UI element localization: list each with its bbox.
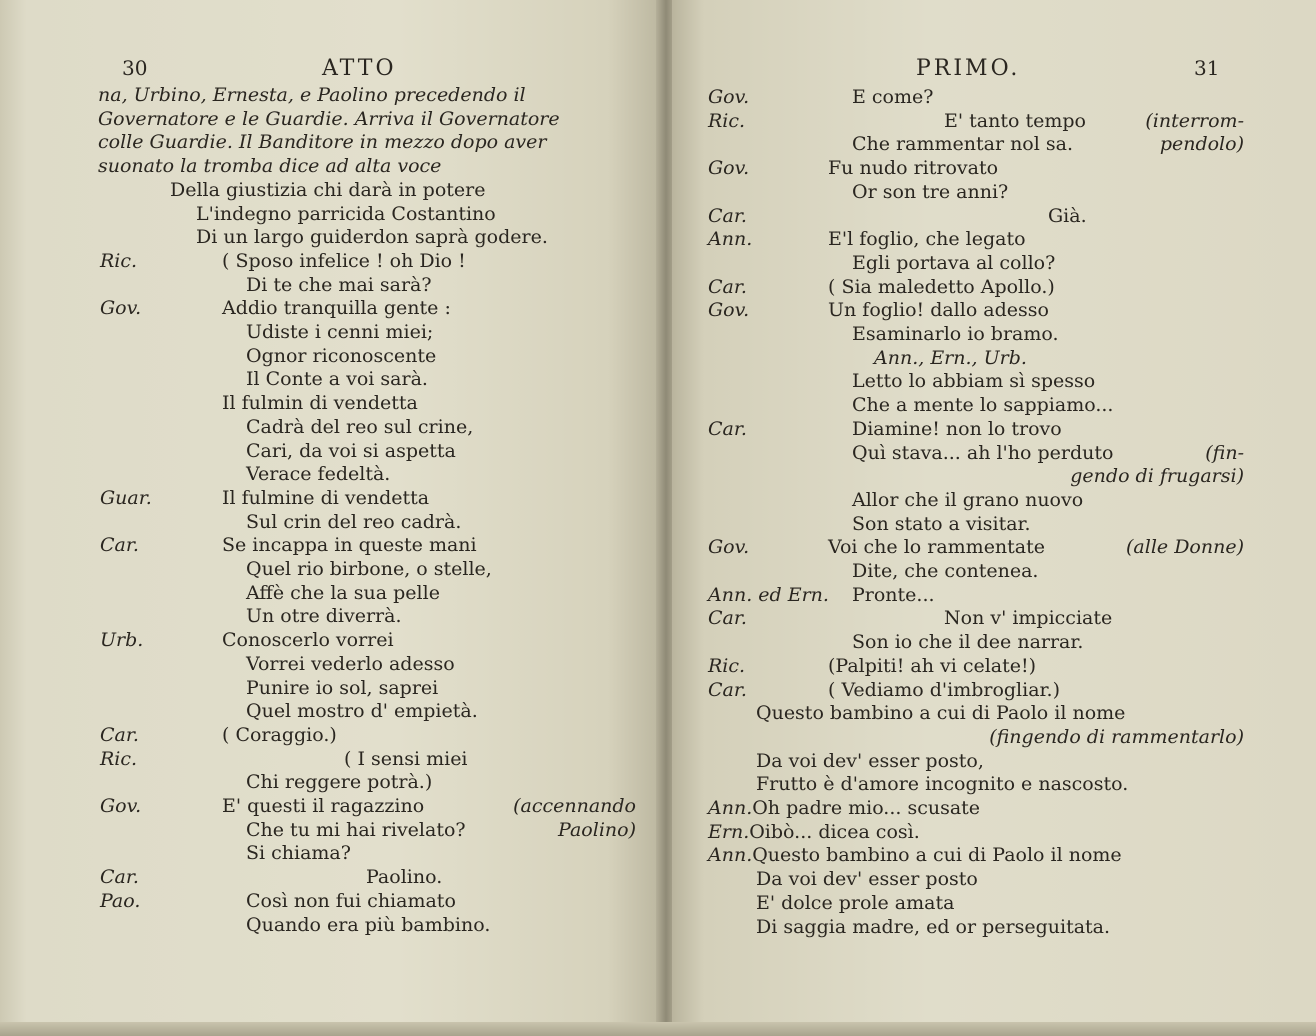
text-line (672, 464, 1254, 488)
verse-text: Quando era più bambino. (246, 914, 491, 936)
speaker-label: Ric. (708, 655, 746, 677)
verse-text: Ognor riconoscente (246, 345, 437, 367)
stage-direction: Paolino) (558, 819, 636, 841)
text-line (672, 393, 1254, 417)
verse-text: E' dolce prole amata (756, 892, 955, 914)
stage-direction: gendo di frugarsi) (1070, 465, 1244, 487)
speaker-label: Pao. (100, 890, 141, 912)
stage-direction: (fin- (1205, 442, 1244, 464)
verse-text: Il fulmine di vendetta (222, 487, 430, 509)
text-line (0, 225, 646, 249)
stage-direction: (interrom- (1145, 110, 1244, 132)
text-line (672, 346, 1254, 370)
verse-text: Quì stava... ah l'ho perduto (852, 442, 1114, 464)
text-line (0, 249, 646, 273)
verse-text: L'indegno parricida Costantino (196, 203, 496, 225)
verse-text: Questo bambino a cui di Paolo il nome (756, 702, 1126, 724)
text-line (0, 581, 646, 605)
text-line (672, 583, 1254, 607)
text-line (0, 794, 646, 818)
verse-text: Ann.Oh padre mio... scusate (708, 797, 981, 819)
text-line (0, 770, 646, 794)
verse-text: Di un largo guiderdon saprà godere. (196, 226, 548, 248)
verse-text: ( I sensi miei (344, 748, 468, 770)
text-line (0, 699, 646, 723)
verse-text: Cari, da voi si aspetta (246, 440, 456, 462)
speaker-label: Car. (100, 534, 139, 556)
speaker-label: Car. (708, 205, 747, 227)
verse-text: Ann., Ern., Urb. (874, 347, 1027, 369)
speaker-label: Ann. ed Ern. (708, 584, 829, 606)
verse-text: ( Vediamo d'imbrogliar.) (828, 679, 1060, 701)
speaker-label: Car. (708, 679, 747, 701)
speaker-label: Guar. (100, 487, 152, 509)
verse-text: ( Sposo infelice ! oh Dio ! (222, 250, 466, 272)
verse-text: Quel mostro d' empietà. (246, 700, 478, 722)
verse-text: Udiste i cenni miei; (246, 321, 434, 343)
text-line (672, 606, 1254, 630)
verse-text: E' questi il ragazzino (222, 795, 425, 817)
speaker-label: Gov. (708, 299, 750, 321)
verse-text: na, Urbino, Ernesta, e Paolino precedendo il (98, 84, 526, 106)
verse-text: Affè che la sua pelle (246, 582, 440, 604)
text-line (0, 557, 646, 581)
text-line (0, 723, 646, 747)
verse-text: Che tu mi hai rivelato? (246, 819, 466, 841)
verse-text: Un otre diverrà. (246, 605, 402, 627)
text-line (0, 178, 646, 202)
text-line (0, 320, 646, 344)
text-line (0, 367, 646, 391)
verse-text: Il fulmin di vendetta (222, 392, 418, 414)
text-line (0, 296, 646, 320)
speaker-label: Ern. (708, 821, 750, 843)
text-line (672, 559, 1254, 583)
text-line (0, 83, 646, 107)
right-page (672, 0, 1316, 1036)
page-bottom-edge (0, 1022, 1316, 1036)
speaker-label: Car. (708, 418, 747, 440)
verse-text: Frutto è d'amore incognito e nascosto. (756, 773, 1129, 795)
text-line (672, 132, 1254, 156)
verse-text: Esaminarlo io bramo. (852, 323, 1059, 345)
text-line (672, 512, 1254, 536)
speaker-label: Gov. (100, 795, 142, 817)
verse-text: Dite, che contenea. (852, 560, 1039, 582)
text-line (672, 204, 1254, 228)
verse-text: Conoscerlo vorrei (222, 629, 394, 651)
verse-text: ( Sia maledetto Apollo.) (828, 276, 1055, 298)
speaker-label: Ric. (708, 110, 746, 132)
verse-text: Son io che il dee narrar. (852, 631, 1084, 653)
text-line (672, 535, 1254, 559)
text-line (0, 841, 646, 865)
text-line (672, 843, 1254, 867)
stage-direction: (fingendo di rammentarlo) (989, 726, 1244, 748)
running-header: ATTO (322, 56, 397, 81)
speaker-label: Urb. (100, 629, 144, 651)
verse-text: ( Coraggio.) (222, 724, 337, 746)
text-line (672, 701, 1254, 725)
verse-text: Punire io sol, saprei (246, 677, 439, 699)
text-line (0, 130, 646, 154)
verse-text: Di saggia madre, ed or perseguitata. (756, 916, 1111, 938)
speaker-label: Gov. (708, 157, 750, 179)
text-line (0, 107, 646, 131)
verse-text: Da voi dev' esser posto (756, 868, 978, 890)
text-line (672, 85, 1254, 109)
verse-text: Paolino. (366, 866, 443, 888)
verse-text: Addio tranquilla gente : (222, 297, 451, 319)
speaker-label: Gov. (708, 536, 750, 558)
verse-text: Fu nudo ritrovato (828, 157, 999, 179)
verse-text: (Palpiti! ah vi celate!) (828, 655, 1037, 677)
verse-text: Un foglio! dallo adesso (828, 299, 1049, 321)
text-line (0, 604, 646, 628)
text-line (672, 251, 1254, 275)
text-line (0, 154, 646, 178)
verse-text: Son stato a visitar. (852, 513, 1031, 535)
text-line (0, 865, 646, 889)
verse-text: Verace fedeltà. (246, 463, 391, 485)
verse-text: Ern.Oibò... dicea così. (708, 821, 920, 843)
text-line (0, 415, 646, 439)
verse-text: Governatore e le Guardie. Arriva il Governatore (98, 108, 560, 130)
verse-text: suonato la tromba dice ad alta voce (98, 155, 442, 177)
text-line (672, 298, 1254, 322)
stage-direction: (alle Donne) (1126, 536, 1244, 558)
verse-text: Già. (1048, 205, 1087, 227)
verse-text: Ann.Questo bambino a cui di Paolo il nome (708, 844, 1122, 866)
stage-direction: (accennando (513, 795, 636, 817)
speaker-label: Gov. (100, 297, 142, 319)
text-line (672, 441, 1254, 465)
stage-direction: pendolo) (1159, 133, 1244, 155)
text-line (672, 275, 1254, 299)
verse-text: Voi che lo rammentate (828, 536, 1046, 558)
text-line (0, 344, 646, 368)
text-line (672, 322, 1254, 346)
verse-text: Quel rio birbone, o stelle, (246, 558, 492, 580)
text-line (672, 109, 1254, 133)
verse-text: Se incappa in queste mani (222, 534, 477, 556)
verse-text: Sul crin del reo cadrà. (246, 511, 462, 533)
verse-text: colle Guardie. Il Banditore in mezzo dopo aver (98, 131, 547, 153)
verse-text: Or son tre anni? (852, 181, 1009, 203)
verse-text: E come? (852, 86, 934, 108)
text-line (672, 867, 1254, 891)
text-line (0, 462, 646, 486)
text-line (0, 486, 646, 510)
speaker-label: Ric. (100, 250, 138, 272)
verse-text: Il Conte a voi sarà. (246, 368, 428, 390)
speaker-label: Car. (100, 724, 139, 746)
speaker-label: Ann. (708, 228, 753, 250)
verse-text: Diamine! non lo trovo (852, 418, 1062, 440)
text-line (0, 747, 646, 771)
speaker-label: Ann. (708, 844, 753, 866)
text-line (0, 913, 646, 937)
speaker-label: Ric. (100, 748, 138, 770)
text-line (672, 915, 1254, 939)
text-line (0, 533, 646, 557)
text-line (672, 654, 1254, 678)
page-number: 30 (122, 56, 148, 80)
verse-text: Da voi dev' esser posto, (756, 750, 984, 772)
text-line (672, 749, 1254, 773)
text-line (0, 273, 646, 297)
speaker-label: Gov. (708, 86, 750, 108)
verse-text: Cadrà del reo sul crine, (246, 416, 474, 438)
text-line (672, 630, 1254, 654)
text-line (672, 180, 1254, 204)
verse-text: E' tanto tempo (944, 110, 1086, 132)
text-line (672, 820, 1254, 844)
verse-text: Allor che il grano nuovo (852, 489, 1084, 511)
speaker-label: Car. (708, 276, 747, 298)
text-line (0, 818, 646, 842)
text-line (672, 417, 1254, 441)
verse-text: Non v' impicciate (944, 607, 1113, 629)
verse-text: Così non fui chiamato (246, 890, 456, 912)
text-line (0, 652, 646, 676)
verse-text: Egli portava al collo? (852, 252, 1056, 274)
verse-text: Della giustizia chi darà in potere (170, 179, 486, 201)
text-line (0, 510, 646, 534)
verse-text: Si chiama? (246, 842, 351, 864)
text-line (672, 369, 1254, 393)
text-line (0, 202, 646, 226)
text-line (672, 227, 1254, 251)
verse-text: Chi reggere potrà.) (246, 771, 433, 793)
text-line (672, 772, 1254, 796)
text-line (672, 678, 1254, 702)
text-line (0, 676, 646, 700)
speaker-label: Car. (708, 607, 747, 629)
verse-text: Letto lo abbiam sì spesso (852, 370, 1096, 392)
text-line (0, 439, 646, 463)
verse-text: Vorrei vederlo adesso (246, 653, 455, 675)
verse-text: E'l foglio, che legato (828, 228, 1026, 250)
text-line (0, 628, 646, 652)
speaker-label: Ann. (708, 797, 753, 819)
text-line (672, 796, 1254, 820)
text-line (672, 725, 1254, 749)
text-line (672, 156, 1254, 180)
verse-text: Che a mente lo sappiamo... (852, 394, 1114, 416)
verse-text: Che rammentar nol sa. (852, 133, 1073, 155)
verse-text: Di te che mai sarà? (246, 274, 432, 296)
text-line (672, 891, 1254, 915)
page-number: 31 (1194, 56, 1220, 80)
text-line (672, 488, 1254, 512)
verse-text: Pronte... (852, 584, 935, 606)
text-line (0, 889, 646, 913)
text-line (0, 391, 646, 415)
speaker-label: Car. (100, 866, 139, 888)
running-header: PRIMO. (916, 56, 1021, 81)
